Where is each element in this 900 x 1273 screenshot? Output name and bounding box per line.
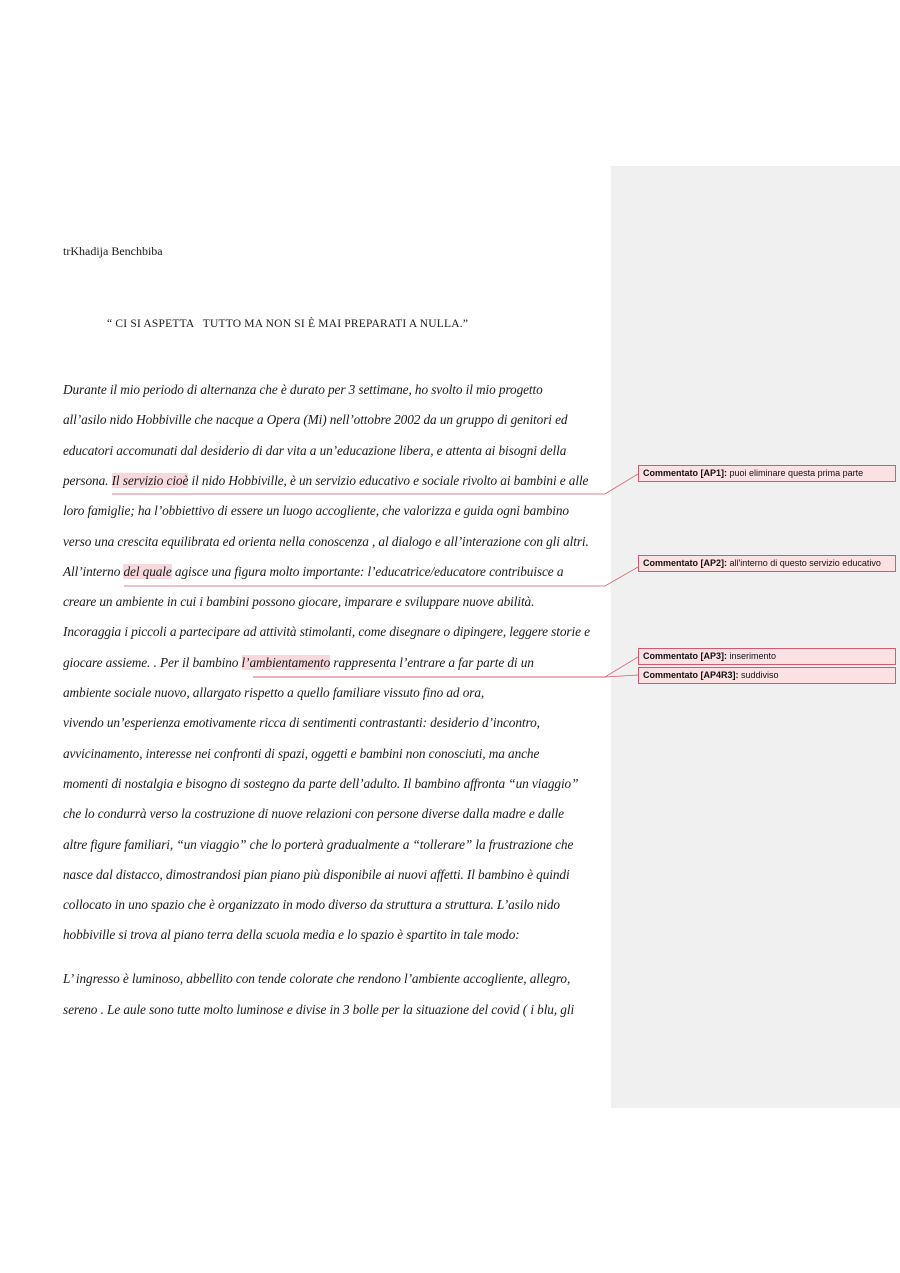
text-run: altre figure familiari, “un viaggio” che lo porterà gradualmente a “tollerare” la frustrazione che [63,836,574,852]
text-run: giocare assieme. . Per il bambino [63,654,242,670]
author-name: trKhadija Benchbiba [63,244,163,258]
text-run: Incoraggia i piccoli a partecipare ad attività stimolanti, come disegnare o dipingere, leggere storie e [63,624,590,640]
text-run: All’interno [63,563,124,579]
text-run: avvicinamento, interesse nei confronti di spazi, oggetti e bambini non conosciuti, ma anche [63,745,540,761]
text-run: che lo condurrà verso la costruzione di nuove relazioni con persone diverse dalla madre e dalle [63,806,564,822]
text-line [63,655,534,671]
text-line [63,382,543,398]
text-run: ambiente sociale nuovo, allargato rispetto a quello familiare vissuto fino ad ora, [63,685,485,700]
text-run: Durante il mio periodo di alternanza che è durato per 3 settimane, ho svolto il mio progetto [63,382,543,397]
comment-label: Commentato [AP2]: [643,558,728,568]
connector-ap4 [253,675,638,677]
text-line [63,806,564,822]
text-run: loro famiglie; ha l’obbiettivo di essere un luogo accogliente, che valorizza e guida ogni bambino [63,503,569,519]
commented-text[interactable]: Il servizio cioè [111,472,189,488]
text-line [63,473,588,489]
text-line [63,715,540,731]
text-run: vivendo un’esperienza emotivamente ricca di sentimenti contrastanti: desiderio d’incontro, [63,715,540,731]
text-run: verso una crescita equilibrata ed orienta nella conoscenza , al dialogo e all’interazione con gli altri. [63,533,589,549]
comment-ap1[interactable] [638,465,896,482]
text-line [63,564,563,580]
comment-text: puoi eliminare questa prima parte [729,468,864,478]
comment-label: Commentato [AP4R3]: [643,670,739,680]
text-line [63,1002,574,1018]
text-line [63,746,539,762]
text-run: momenti di nostalgia e bisogno di sostegno da parte dell’adulto. Il bambino affronta “un viaggio” [63,775,579,791]
text-line [63,594,534,610]
text-run: persona. [63,472,112,488]
text-run: creare un ambiente in cui i bambini possono giocare, imparare e sviluppare nuove abilità. [63,594,535,610]
text-run: il nido Hobbiville, è un servizio educativo e sociale rivolto ai bambini e alle [188,472,589,488]
text-line [63,971,570,987]
comment-text: inserimento [729,651,777,661]
text-line [63,927,520,943]
commented-text[interactable]: l’ambientamento [241,654,331,670]
comment-pane [611,166,900,1108]
text-run: sereno . Le aule sono tutte molto luminose e divise in 3 bolle per la situazione del covid ( i blu, gli [63,1002,575,1017]
text-line [63,897,560,913]
text-line [63,534,589,550]
text-line [63,776,578,792]
text-line [63,443,566,459]
text-line [63,867,570,883]
text-run: agisce una figura molto importante: l’educatrice/educatore contribuisce a [171,563,564,579]
text-line [63,685,484,701]
comment-ap3[interactable] [638,648,896,665]
text-line [63,503,569,519]
comment-text: all'interno di questo servizio educativo [729,558,881,568]
comment-label: Commentato [AP1]: [643,468,728,478]
text-run: all’asilo nido Hobbiville che nacque a Opera (Mi) nell’ottobre 2002 da un gruppo di genitori ed [63,412,568,428]
text-run: nasce dal distacco, dimostrandosi pian piano più disponibile ai nuovi affetti. Il bambino è quindi [63,866,570,882]
text-run: L’ ingresso è luminoso, abbellito con tende colorate che rendono l’ambiente accogliente, allegro, [63,971,571,986]
comment-ap4r3[interactable] [638,667,896,684]
text-line [63,837,573,853]
comment-label: Commentato [AP3]: [643,651,728,661]
comment-text: suddiviso [741,670,779,680]
text-run: rappresenta l’entrare a far parte di un [330,654,534,670]
text-line [63,624,590,640]
text-run: educatori accomunati dal desiderio di dar vita a un’educazione libera, e attenta ai bisogni della [63,442,567,458]
commented-text[interactable]: del quale [123,563,172,579]
document-title: “ CI SI ASPETTA TUTTO MA NON SI È MAI PREPARATI A NULLA.” [107,318,469,330]
comment-ap2[interactable] [638,555,896,572]
text-run: hobbiville si trova al piano terra della scuola media e lo spazio è spartito in tale modo: [63,927,520,943]
text-line [63,412,567,428]
text-run: collocato in uno spazio che è organizzato in modo diverso da struttura a struttura. L’asilo nido [63,897,560,913]
